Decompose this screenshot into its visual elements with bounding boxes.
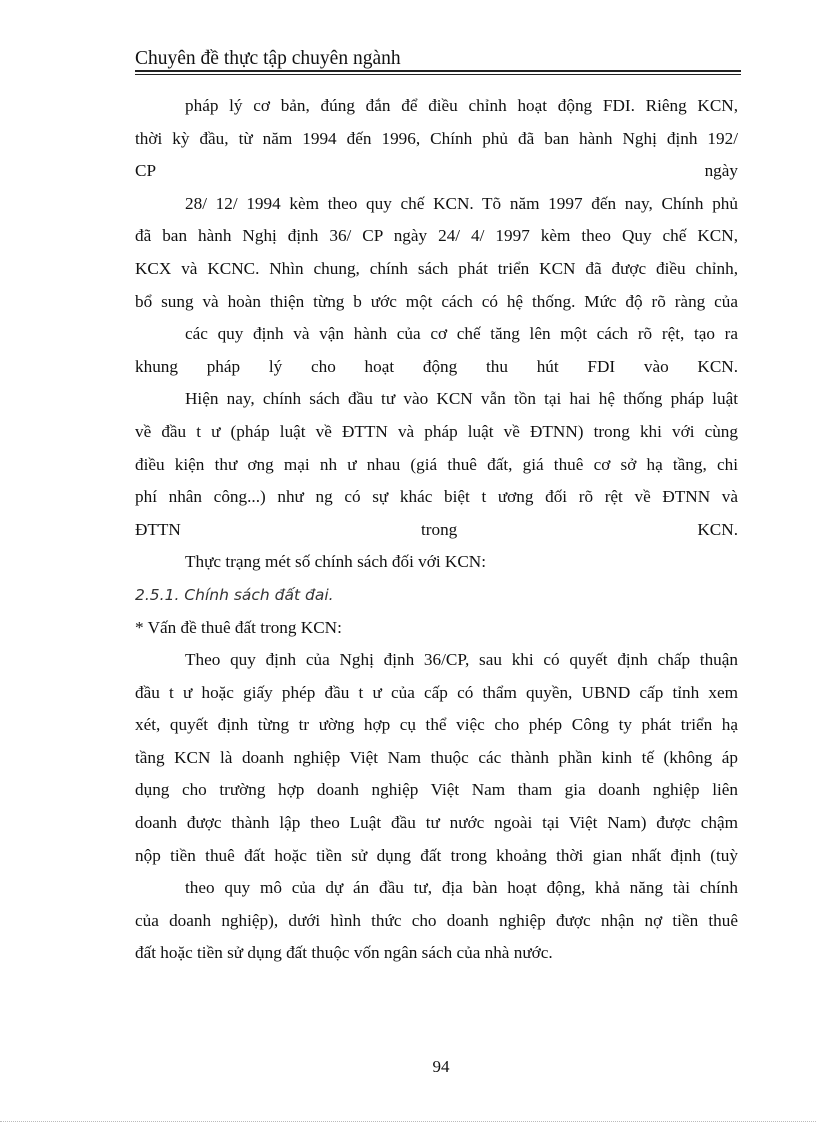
text-line: KCX và KCNC. Nhìn chung, chính sách phát triển KCN đã được điều chỉnh, — [135, 258, 738, 278]
text-line: điều kiện thư ơng mại nh ư nhau (giá thuê đất, giá thuê cơ sở hạ tầng, chi — [135, 454, 738, 474]
section-heading: 2.5.1. Chính sách đất đai. — [135, 585, 334, 604]
page-bottom-border — [0, 1121, 816, 1122]
text-line: tầng KCN là doanh nghiệp Việt Nam thuộc các thành phần kinh tế (không áp — [135, 747, 738, 767]
text-line: CP ngày — [135, 161, 738, 181]
text-line: của doanh nghiệp), dưới hình thức cho doanh nghiệp được nhận nợ tiền thuê — [135, 910, 738, 930]
text-line: * Vấn đề thuê đất trong KCN: — [135, 617, 342, 637]
text-line: pháp lý cơ bản, đúng đắn để điều chỉnh hoạt động FDI. Riêng KCN, — [185, 96, 738, 115]
body-text — [135, 90, 738, 970]
text-line: ĐTTN trong KCN. — [135, 519, 738, 539]
text-line: nộp tiền thuê đất hoặc tiền sử dụng đất trong khoảng thời gian nhất định (tuỳ — [135, 845, 738, 865]
text-line: theo quy mô của dự án đầu tư, địa bàn hoạt động, khả năng tài chính — [185, 878, 738, 898]
header-rule-thin — [135, 74, 741, 75]
text-line: khung pháp lý cho hoạt động thu hút FDI vào KCN. — [135, 356, 738, 376]
text-line: 28/ 12/ 1994 kèm theo quy chế KCN. Tõ năm 1997 đến nay, Chính phủ — [185, 193, 738, 213]
text-line: về đầu t ư (pháp luật về ĐTTN và pháp luật về ĐTNN) trong khi với cùng — [135, 421, 738, 441]
text-line: Thực trạng mét số chính sách đối với KCN: — [185, 552, 486, 572]
running-header-title: Chuyên đề thực tập chuyên ngành — [135, 48, 401, 69]
text-line: đất hoặc tiền sử dụng đất thuộc vốn ngân sách của nhà nước. — [135, 943, 553, 963]
page-number: 94 — [432, 1057, 450, 1076]
header-rule-thick — [135, 70, 741, 72]
text-line: bổ sung và hoàn thiện từng b ước một cách có hệ thống. Mức độ rõ ràng của — [135, 291, 738, 311]
text-line: Theo quy định của Nghị định 36/CP, sau khi có quyết định chấp thuận — [185, 650, 738, 670]
text-line: dụng cho trường hợp doanh nghiệp Việt Nam tham gia doanh nghiệp liên — [135, 780, 738, 800]
text-line: doanh được thành lập theo Luật đầu tư nước ngoài tại Việt Nam) được chậm — [135, 813, 738, 833]
text-line: phí nhân công...) như ng có sự khác biệt t ương đối rõ rệt về ĐTNN và — [135, 487, 738, 507]
text-line: xét, quyết định từng tr ường hợp cụ thể việc cho phép Công ty phát triển hạ — [135, 715, 738, 735]
text-line: Hiện nay, chính sách đầu tư vào KCN vẫn tồn tại hai hệ thống pháp luật — [185, 389, 738, 409]
text-line: các quy định và vận hành của cơ chế tăng lên một cách rõ rệt, tạo ra — [185, 324, 738, 344]
text-line: thời kỳ đầu, từ năm 1994 đến 1996, Chính phủ đã ban hành Nghị định 192/ — [135, 128, 738, 148]
text-line: đã ban hành Nghị định 36/ CP ngày 24/ 4/ 1997 kèm theo Quy chế KCN, — [135, 226, 738, 246]
text-line: đầu t ư hoặc giấy phép đầu t ư của cấp có thẩm quyền, UBND cấp tỉnh xem — [135, 682, 738, 702]
